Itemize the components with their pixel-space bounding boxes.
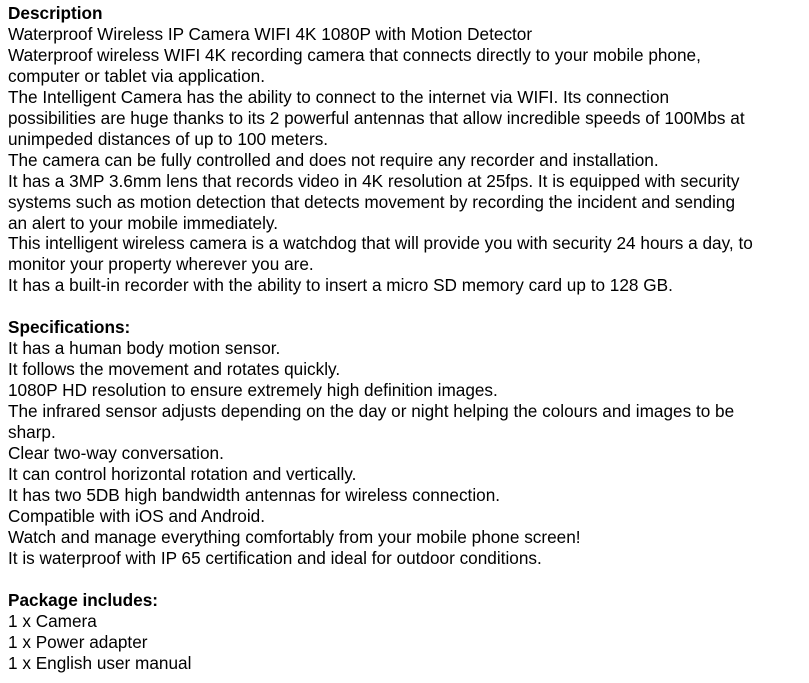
package-item: 1 x Power adapter (8, 631, 148, 652)
description-line: The Intelligent Camera has the ability to connect to the internet via WIFI. Its connection (8, 86, 670, 107)
specifications-heading: Specifications: (8, 317, 131, 338)
spec-line: Compatible with iOS and Android. (8, 505, 265, 526)
description-line: monitor your property wherever you are. (8, 254, 314, 275)
spec-line: It can control horizontal rotation and vertically. (8, 463, 357, 484)
description-line: computer or tablet via application. (8, 65, 265, 86)
spec-line: The infrared sensor adjusts depending on the day or night helping the colours and images to be (8, 401, 735, 422)
section-spacer (8, 296, 808, 317)
product-document (8, 3, 808, 673)
spec-line: It is waterproof with IP 65 certification and ideal for outdoor conditions. (8, 547, 542, 568)
spec-line: 1080P HD resolution to ensure extremely high definition images. (8, 380, 498, 401)
description-line: It has a built-in recorder with the ability to insert a micro SD memory card up to 128 GB. (8, 275, 673, 296)
spec-line: sharp. (8, 422, 56, 443)
description-line: systems such as motion detection that detects movement by recording the incident and sending (8, 191, 736, 212)
description-line: Waterproof wireless WIFI 4K recording camera that connects directly to your mobile phone, (8, 44, 701, 65)
description-line: The camera can be fully controlled and does not require any recorder and installation. (8, 149, 659, 170)
package-heading: Package includes: (8, 589, 158, 610)
spec-line: Clear two-way conversation. (8, 443, 224, 463)
section-spacer (8, 569, 808, 590)
specifications-section (8, 317, 808, 568)
package-item: 1 x English user manual (8, 652, 192, 673)
description-line: This intelligent wireless camera is a watchdog that will provide you with security 24 hours a day, to (8, 233, 753, 254)
description-line: an alert to your mobile immediately. (8, 212, 279, 233)
spec-line: It has a human body motion sensor. (8, 338, 281, 359)
description-heading: Description (8, 3, 103, 23)
description-line: It has a 3MP 3.6mm lens that records video in 4K resolution at 25fps. It is equipped with security (8, 170, 740, 191)
description-line: unimpeded distances of up to 100 meters. (8, 128, 329, 149)
spec-line: It follows the movement and rotates quickly. (8, 359, 341, 380)
description-line: possibilities are huge thanks to its 2 powerful antennas that allow incredible speeds of 100Mbs at (8, 107, 745, 128)
package-item: 1 x Camera (8, 610, 97, 631)
spec-line: Watch and manage everything comfortably from your mobile phone screen! (8, 526, 581, 547)
package-section (8, 590, 808, 674)
description-section (8, 3, 808, 296)
product-title: Waterproof Wireless IP Camera WIFI 4K 1080P with Motion Detector (8, 23, 533, 44)
spec-line: It has two 5DB high bandwidth antennas for wireless connection. (8, 484, 501, 505)
